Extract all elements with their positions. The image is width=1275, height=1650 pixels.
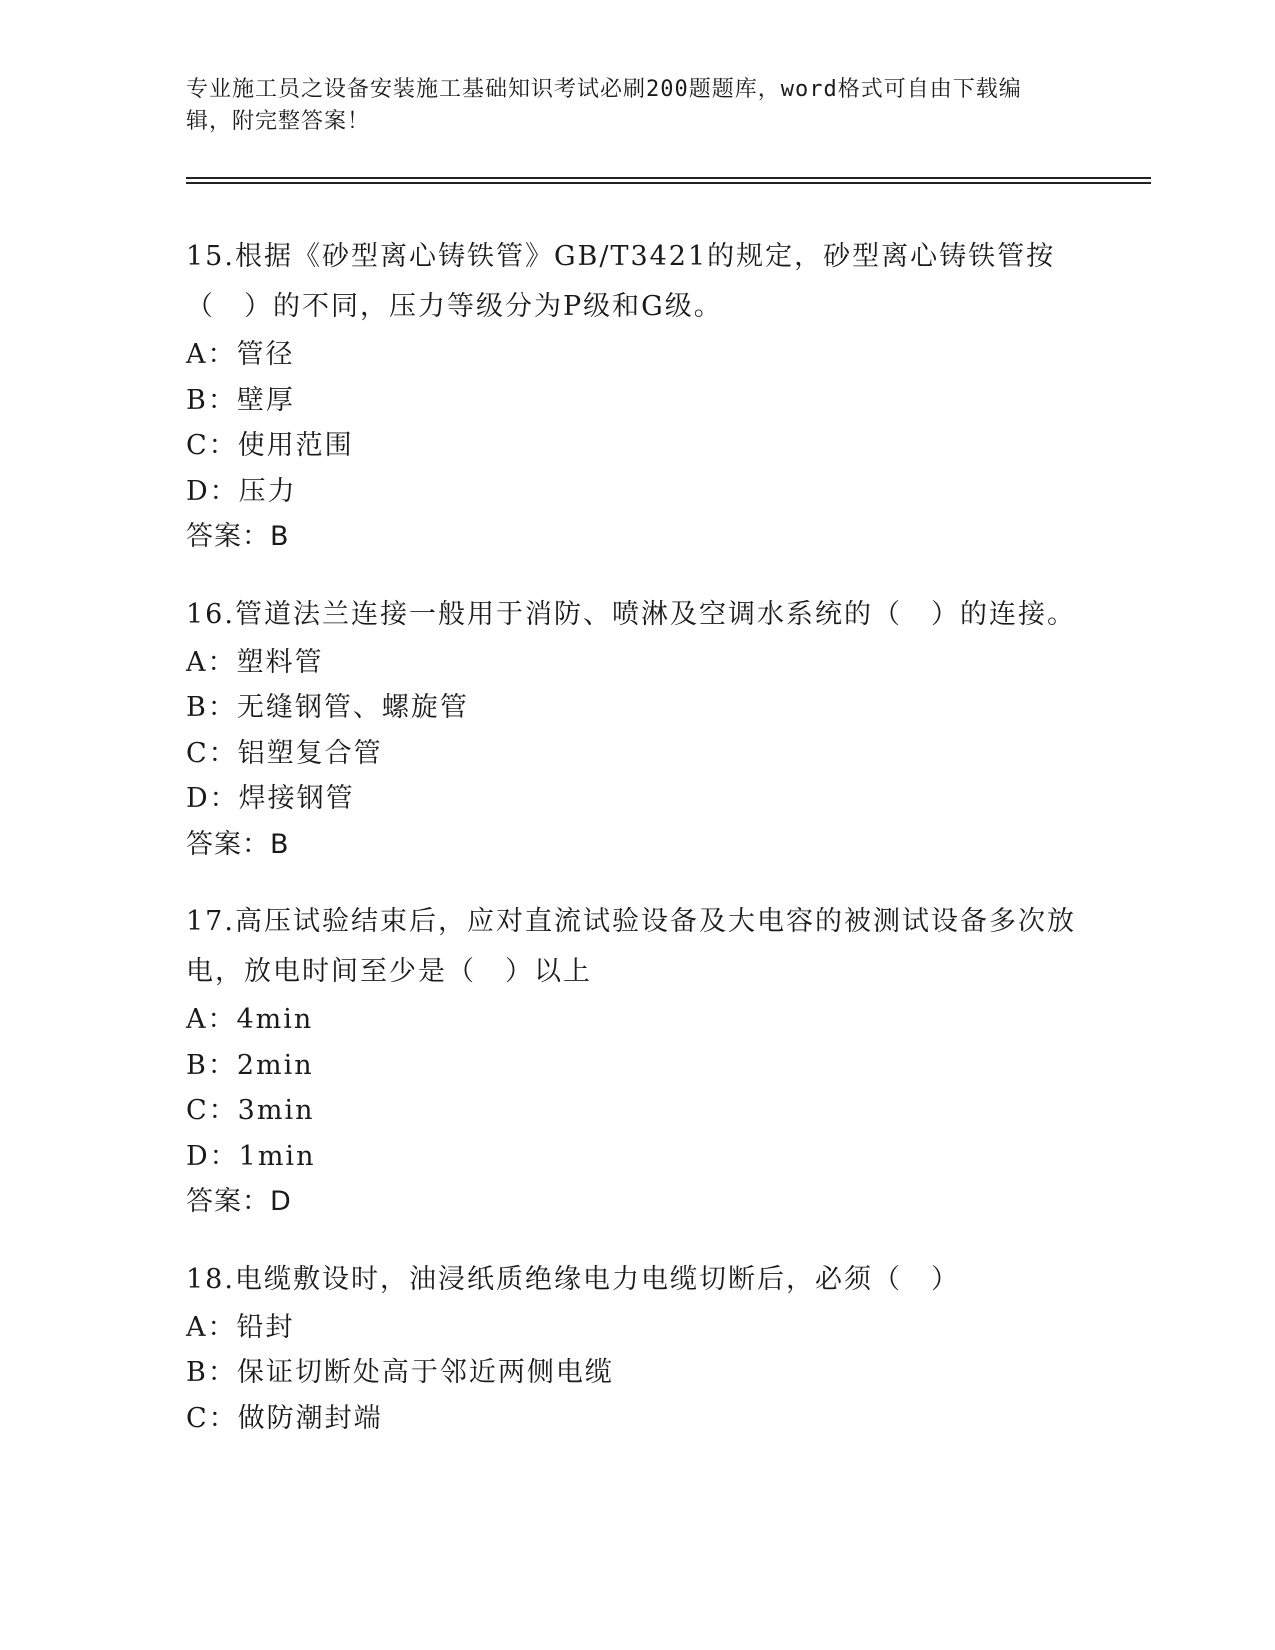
option-b: B：无缝钢管、螺旋管	[186, 692, 469, 723]
option-b: B：保证切断处高于邻近两侧电缆	[186, 1357, 614, 1388]
option-d: D：焊接钢管	[186, 783, 355, 814]
document-header	[186, 74, 1066, 138]
question-list	[186, 232, 1086, 1471]
option-c: C：3min	[186, 1095, 315, 1126]
question-text: 18.电缆敷设时，油浸纸质绝缘电力电缆切断后，必须（ ）	[186, 1263, 960, 1295]
option-a: A：铅封	[186, 1311, 295, 1343]
option-d: D：压力	[186, 475, 297, 507]
option-a: A：管径	[186, 339, 295, 370]
answer-label: 答案：B	[186, 521, 290, 552]
question-text: 17.高压试验结束后，应对直流试验设备及大电容的被测试设备多次放电，放电时间至少是（ ）以上	[186, 906, 1076, 987]
answer-label: 答案：D	[186, 1186, 292, 1217]
header-title: 专业施工员之设备安装施工基础知识考试必刷200题题库，word格式可自由下载编辑，附完整答案！	[186, 77, 1022, 134]
option-d: D：1min	[186, 1140, 316, 1172]
option-b: B：壁厚	[186, 384, 295, 416]
option-c: C：做防潮封端	[186, 1402, 383, 1434]
option-c: C：铝塑复合管	[186, 737, 383, 769]
option-a: A：4min	[186, 1004, 314, 1035]
question-17	[186, 897, 1086, 1225]
option-b: B：2min	[186, 1049, 314, 1081]
question-text: 16.管道法兰连接一般用于消防、喷淋及空调水系统的（ ）的连接。	[186, 598, 1076, 630]
header-divider-bottom	[186, 182, 1151, 184]
question-18	[186, 1255, 1086, 1442]
header-divider-top	[186, 177, 1151, 179]
question-16	[186, 590, 1086, 868]
question-15	[186, 232, 1086, 560]
question-text: 15.根据《砂型离心铸铁管》GB/T3421的规定，砂型离心铸铁管按（ ）的不同，压力等级分为P级和G级。	[186, 241, 1056, 322]
option-c: C：使用范围	[186, 430, 354, 461]
answer-label: 答案：B	[186, 828, 290, 860]
option-a: A：塑料管	[186, 646, 324, 678]
